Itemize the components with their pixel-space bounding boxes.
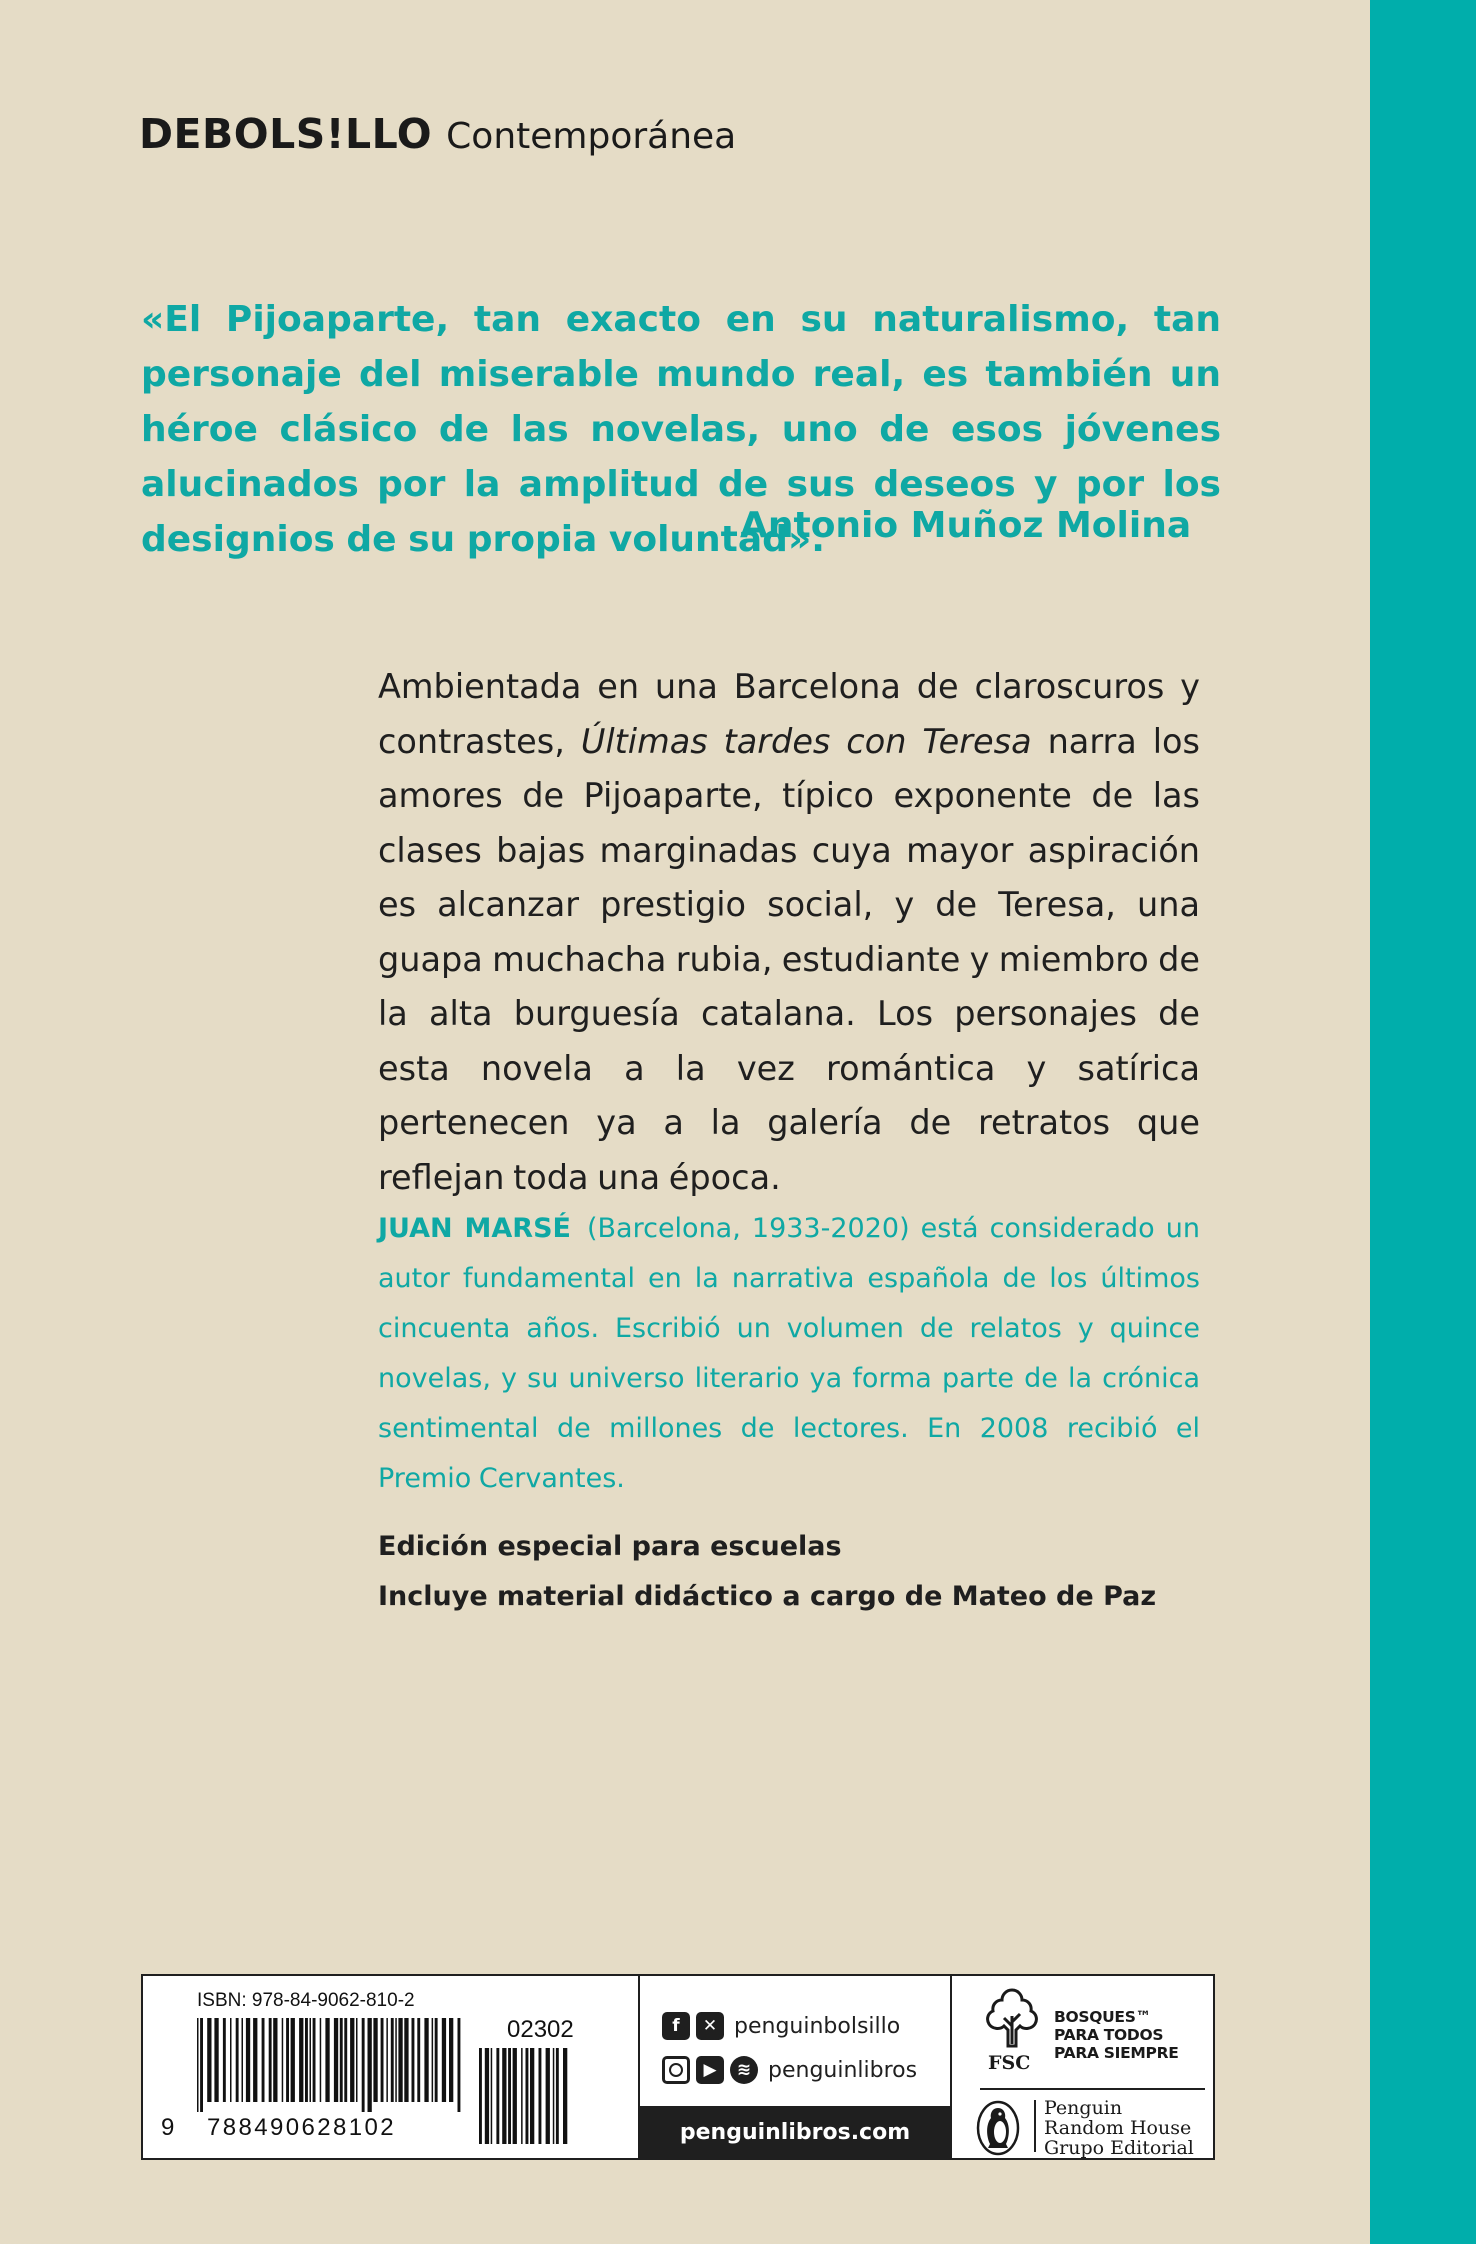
- synopsis-lead: Ambientada en una Barcelona de claroscuros y contrastes,: [378, 667, 1200, 761]
- edition-line-2: Incluye material didáctico a cargo de Mateo de Paz: [378, 1581, 1157, 1612]
- barcode-bar: [230, 2018, 232, 2102]
- prh-line-2: Random House: [1044, 2117, 1192, 2139]
- social-row-1: [662, 2012, 900, 2040]
- barcode-bar: [404, 2018, 408, 2102]
- barcode-bar: [502, 2048, 506, 2144]
- prh-name: [1044, 2098, 1194, 2158]
- barcode-bar: [200, 2018, 203, 2112]
- edition-notes: [378, 1522, 1278, 1622]
- barcode-bar: [305, 2018, 308, 2102]
- barcode-bar: [313, 2018, 316, 2102]
- barcode-bar: [350, 2018, 354, 2102]
- barcode-bar: [325, 2018, 329, 2102]
- barcode-bar: [368, 2018, 372, 2112]
- barcode-bar: [485, 2048, 489, 2144]
- author-name: JUAN MARSÉ: [378, 1213, 571, 1244]
- barcode-bar: [310, 2018, 312, 2102]
- fsc-slogan-line-3: PARA SIEMPRE: [1054, 2044, 1179, 2062]
- barcode-bar: [356, 2018, 358, 2102]
- barcode-bar: [242, 2018, 244, 2102]
- barcode-bar: [530, 2048, 534, 2144]
- barcode-bar: [282, 2018, 284, 2102]
- barcode-bar: [513, 2048, 517, 2144]
- barcode-bar: [563, 2048, 567, 2144]
- barcode-bar: [373, 2018, 377, 2102]
- prh-line-1: Penguin: [1044, 2097, 1123, 2119]
- teal-spine-band: [1370, 0, 1476, 2244]
- barcode-bar: [553, 2048, 555, 2144]
- prh-line-3: Grupo Editorial: [1044, 2137, 1194, 2159]
- ean-digits: 788490628102: [207, 2114, 396, 2141]
- barcode-bar: [412, 2018, 415, 2102]
- fsc-tree-icon: [980, 1986, 1044, 2052]
- barcode-bar: [381, 2018, 384, 2102]
- x-icon[interactable]: ✕: [696, 2012, 724, 2040]
- barcode-bar: [246, 2018, 250, 2102]
- synopsis-rest: narra los amores de Pijoaparte, típico exponente de las clases bajas marginadas cuya mayor aspiración es alcanzar prestigio social, y de Teresa, una guapa muchacha rubia, estudiante y miembro de la alta burguesía catalana. Los personajes de esta novela a la vez romántica y satírica pertenecen ya a la galería de retratos que reflejan toda una época.: [378, 721, 1200, 1197]
- publisher-brand: [139, 110, 736, 170]
- social-row-2: [662, 2056, 917, 2084]
- social-handle-2[interactable]: penguinlibros: [768, 2057, 918, 2083]
- barcode-bar: [344, 2018, 347, 2102]
- barcode-bar: [432, 2018, 434, 2102]
- barcode-bar: [197, 2018, 199, 2112]
- barcode-bar: [320, 2018, 322, 2102]
- barcode-bar: [386, 2018, 388, 2102]
- penguin-icon: [970, 2100, 1026, 2156]
- barcode-bar: [273, 2018, 277, 2102]
- barcode-bar: [214, 2018, 218, 2102]
- barcode-bar: [334, 2018, 338, 2102]
- barcode-bar: [424, 2018, 428, 2102]
- fsc-slogan: [1054, 2008, 1179, 2062]
- barcode-bar: [269, 2018, 272, 2102]
- barcode-bar: [508, 2048, 511, 2144]
- barcode-bar: [223, 2018, 226, 2102]
- barcode-bar: [417, 2018, 420, 2102]
- prh-logo: [970, 2090, 1210, 2160]
- barcode-bar: [398, 2018, 402, 2102]
- facebook-icon[interactable]: f: [662, 2012, 690, 2040]
- barcode-bar: [262, 2018, 265, 2102]
- social-cell: [640, 1976, 952, 2158]
- synopsis: [378, 660, 1200, 1205]
- addon-digits: 02302: [507, 2016, 574, 2043]
- isbn-label: ISBN: 978-84-9062-810-2: [197, 1990, 415, 2011]
- barcode-bar: [458, 2018, 461, 2112]
- barcode-bar: [539, 2048, 542, 2144]
- website-link[interactable]: penguinlibros.com: [640, 2106, 950, 2158]
- barcode-bar: [449, 2018, 453, 2102]
- social-handle-1[interactable]: penguinbolsillo: [734, 2013, 901, 2039]
- author-bio: [378, 1204, 1200, 1504]
- quote-author: Antonio Muñoz Molina: [740, 505, 1192, 546]
- collection-name: Contemporánea: [446, 116, 737, 157]
- barcode-bar: [291, 2018, 295, 2102]
- barcode-bar: [395, 2018, 397, 2102]
- barcode-bar: [299, 2018, 303, 2102]
- barcode-bar: [340, 2018, 343, 2102]
- barcode-bar: [521, 2048, 523, 2144]
- author-bio-text: (Barcelona, 1933-2020) está considerado un autor fundamental en la narrativa española de los últimos cincuenta años. Escribió un volumen de relatos y quince novelas, y su universo literario ya forma parte de la crónica sentimental de millones de lectores. En 2008 recibió el Premio Cervantes.: [378, 1213, 1200, 1494]
- brand-name: DEBOLS!LLO: [139, 110, 433, 158]
- book-title: Últimas tardes con Teresa: [580, 721, 1032, 761]
- edition-line-1: Edición especial para escuelas: [378, 1531, 842, 1562]
- barcode-bar: [556, 2048, 559, 2144]
- addon-barcode: [479, 2048, 569, 2144]
- prh-separator: [1034, 2100, 1036, 2152]
- barcode-bar: [236, 2018, 239, 2102]
- fsc-label: FSC: [988, 2052, 1031, 2074]
- barcode-bar: [286, 2018, 289, 2102]
- barcode-bar: [479, 2048, 482, 2144]
- barcode-cell: [143, 1976, 640, 2158]
- logos-cell: [952, 1976, 1215, 2158]
- barcode-bar: [526, 2048, 529, 2144]
- barcode-bar: [496, 2048, 499, 2144]
- barcode-bar: [362, 2018, 365, 2112]
- instagram-icon[interactable]: [662, 2056, 690, 2084]
- barcode-bar: [442, 2018, 446, 2102]
- blurb-quote: «El Pijoaparte, tan exacto en su naturalismo, tan personaje del miserable mundo real, es también un héroe clásico de las novelas, uno de esos jóvenes alucinados por la amplitud de sus deseos y por los designios de su propia voluntad».: [141, 299, 1221, 560]
- ean-first-digit: 9: [161, 2114, 175, 2141]
- barcode-bar: [435, 2018, 438, 2102]
- barcode-bar: [391, 2018, 394, 2102]
- fsc-logo: [980, 1986, 1205, 2078]
- spotify-icon[interactable]: ≋: [730, 2056, 758, 2084]
- barcode-bar: [491, 2048, 493, 2144]
- youtube-icon[interactable]: ▶: [696, 2056, 724, 2084]
- fsc-slogan-line-2: PARA TODOS: [1054, 2026, 1164, 2044]
- barcode-bar: [546, 2048, 550, 2144]
- fsc-slogan-line-1: BOSQUES™: [1054, 2008, 1151, 2026]
- info-box: [141, 1974, 1215, 2160]
- ean-barcode: [197, 2018, 467, 2112]
- barcode-bar: [207, 2018, 211, 2102]
- barcode-bar: [253, 2018, 257, 2102]
